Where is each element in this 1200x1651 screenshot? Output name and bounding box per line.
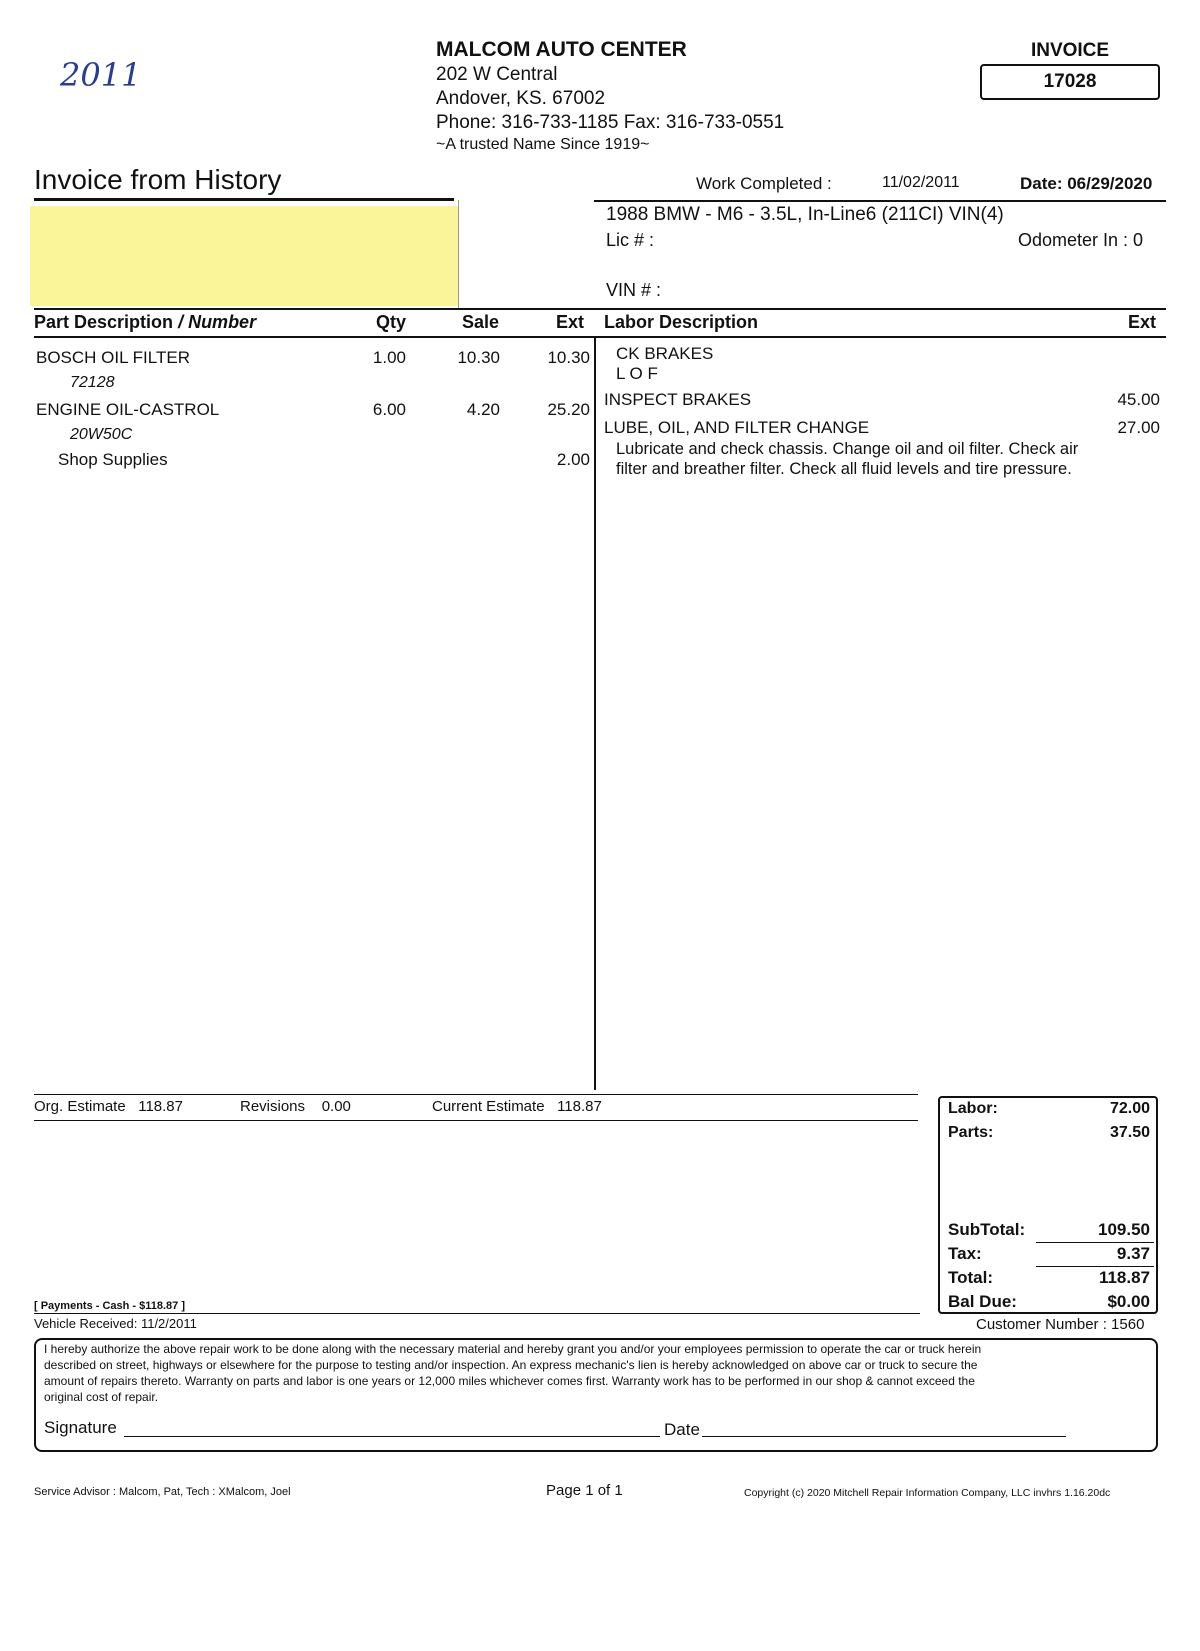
part-qty: 1.00	[372, 348, 406, 367]
total-label: Total:	[948, 1268, 994, 1287]
org-estimate	[34, 1098, 183, 1115]
header-rule	[594, 200, 1166, 202]
shop-name: MALCOM AUTO CENTER	[436, 38, 687, 61]
payments-line: [ Payments - Cash - $118.87 ]	[34, 1300, 186, 1312]
labor-desc-header: Labor Description	[604, 312, 759, 332]
customer-number: Customer Number : 1560	[976, 1316, 1145, 1333]
shop-supplies-ext: 2.00	[556, 450, 590, 469]
print-date: Date: 06/29/2020	[1020, 174, 1153, 193]
tax: 9.37	[1116, 1244, 1150, 1263]
signature-line[interactable]	[124, 1436, 660, 1437]
parts-labor-divider	[594, 338, 596, 1090]
invoice-label: INVOICE	[1030, 40, 1110, 61]
odometer-in: Odometer In : 0	[1018, 230, 1144, 250]
page-number: Page 1 of 1	[546, 1482, 623, 1499]
current-estimate-value: 118.87	[557, 1098, 602, 1115]
subtotal-label: SubTotal:	[948, 1220, 1026, 1239]
total: 118.87	[1098, 1268, 1150, 1287]
parts-total-label: Parts:	[948, 1124, 994, 1141]
part-desc-header	[34, 312, 256, 333]
vehicle-divider	[458, 200, 459, 308]
shop-supplies-label: Shop Supplies	[58, 450, 168, 469]
labor-ext-header: Ext	[1128, 312, 1157, 332]
tax-label: Tax:	[948, 1244, 982, 1263]
date-label: Date	[664, 1420, 700, 1439]
part-name: BOSCH OIL FILTER	[36, 348, 190, 367]
labor-note: filter and breather filter. Check all fluid levels and tire pressure.	[616, 460, 1072, 478]
estimates-bottom-rule	[34, 1120, 918, 1121]
signature-label: Signature	[44, 1418, 117, 1437]
page-title: Invoice from History	[34, 164, 282, 195]
part-number: 72128	[70, 374, 115, 391]
shop-phone-fax: Phone: 316-733-1185 Fax: 316-733-0551	[436, 112, 785, 133]
labor-item-ext: 27.00	[1117, 418, 1160, 437]
vehicle-description: 1988 BMW - M6 - 3.5L, In-Line6 (211CI) VIN(4)	[606, 204, 1004, 225]
labor-item-name: INSPECT BRAKES	[604, 390, 752, 409]
vehicle-received: Vehicle Received: 11/2/2011	[34, 1316, 197, 1331]
license-label: Lic # :	[606, 230, 655, 250]
redaction-highlight	[30, 206, 458, 306]
invoice-number: 17028	[1043, 71, 1097, 92]
labor-total-label: Labor:	[948, 1100, 998, 1117]
payments-rule	[34, 1313, 920, 1314]
revisions-label: Revisions	[240, 1098, 306, 1115]
subtotal: 109.50	[1098, 1220, 1150, 1239]
labor-concern: CK BRAKES	[616, 344, 714, 363]
columns-header-rule	[34, 336, 1166, 338]
labor-item-name: LUBE, OIL, AND FILTER CHANGE	[604, 418, 870, 437]
copyright: Copyright (c) 2020 Mitchell Repair Information Company, LLC invhrs 1.16.20dc	[744, 1487, 1111, 1499]
authorization-text: described on street, highways or elsewhere for the purpose to testing and/or inspection. An express mechanic's lien is hereby acknowledged on above car or truck to secure the	[44, 1358, 978, 1372]
authorization-text: amount of repairs thereto. Warranty on parts and labor is one years or 12,000 miles whichever comes first. Warranty work has to be performed in our shop & cannot exceed the	[44, 1374, 975, 1388]
handwritten-year: 2011	[60, 56, 142, 94]
part-ext-header: Ext	[556, 312, 585, 332]
labor-item-ext: 45.00	[1117, 390, 1160, 409]
vin-label: VIN # :	[606, 280, 662, 300]
shop-tagline: ~A trusted Name Since 1919~	[436, 136, 650, 153]
title-underline	[34, 198, 454, 201]
subtotal-rule	[1036, 1242, 1154, 1243]
labor-concern: L O F	[616, 364, 658, 383]
org-estimate-label: Org. Estimate	[34, 1098, 126, 1115]
work-completed-label: Work Completed :	[696, 174, 832, 193]
total-rule	[1036, 1266, 1154, 1267]
estimates-top-rule	[34, 1094, 918, 1095]
work-completed-date: 11/02/2011	[882, 174, 960, 191]
service-advisor: Service Advisor : Malcom, Pat, Tech : XMalcom, Joel	[34, 1486, 291, 1498]
authorization-text: original cost of repair.	[44, 1390, 159, 1404]
sale-header: Sale	[462, 312, 500, 332]
labor-note: Lubricate and check chassis. Change oil and oil filter. Check air	[616, 440, 1079, 458]
part-desc-header-label: Part Description	[34, 312, 174, 332]
columns-top-rule	[34, 308, 1166, 310]
balance-due: $0.00	[1107, 1292, 1150, 1311]
parts-total: 37.50	[1109, 1124, 1150, 1141]
part-ext: 25.20	[547, 400, 590, 419]
part-qty: 6.00	[372, 400, 406, 419]
org-estimate-value: 118.87	[138, 1098, 183, 1115]
authorization-text: I hereby authorize the above repair work to be done along with the necessary material and hereby grant you and/or your employees permission to operate the car or truck herein	[44, 1342, 982, 1356]
revisions	[240, 1098, 351, 1115]
part-number: 20W50C	[70, 426, 133, 443]
labor-total: 72.00	[1109, 1100, 1150, 1117]
part-number-header-label: / Number	[178, 312, 257, 332]
part-name: ENGINE OIL-CASTROL	[36, 400, 220, 419]
part-ext: 10.30	[547, 348, 590, 367]
shop-address2: Andover, KS. 67002	[436, 88, 606, 109]
balance-due-label: Bal Due:	[948, 1292, 1017, 1311]
current-estimate	[432, 1098, 602, 1115]
shop-address1: 202 W Central	[436, 64, 558, 85]
invoice-number-box	[980, 64, 1160, 100]
date-line[interactable]	[702, 1436, 1066, 1437]
part-sale: 10.30	[457, 348, 500, 367]
qty-header: Qty	[376, 312, 407, 332]
part-sale: 4.20	[466, 400, 500, 419]
current-estimate-label: Current Estimate	[432, 1098, 545, 1115]
revisions-value: 0.00	[321, 1098, 351, 1115]
